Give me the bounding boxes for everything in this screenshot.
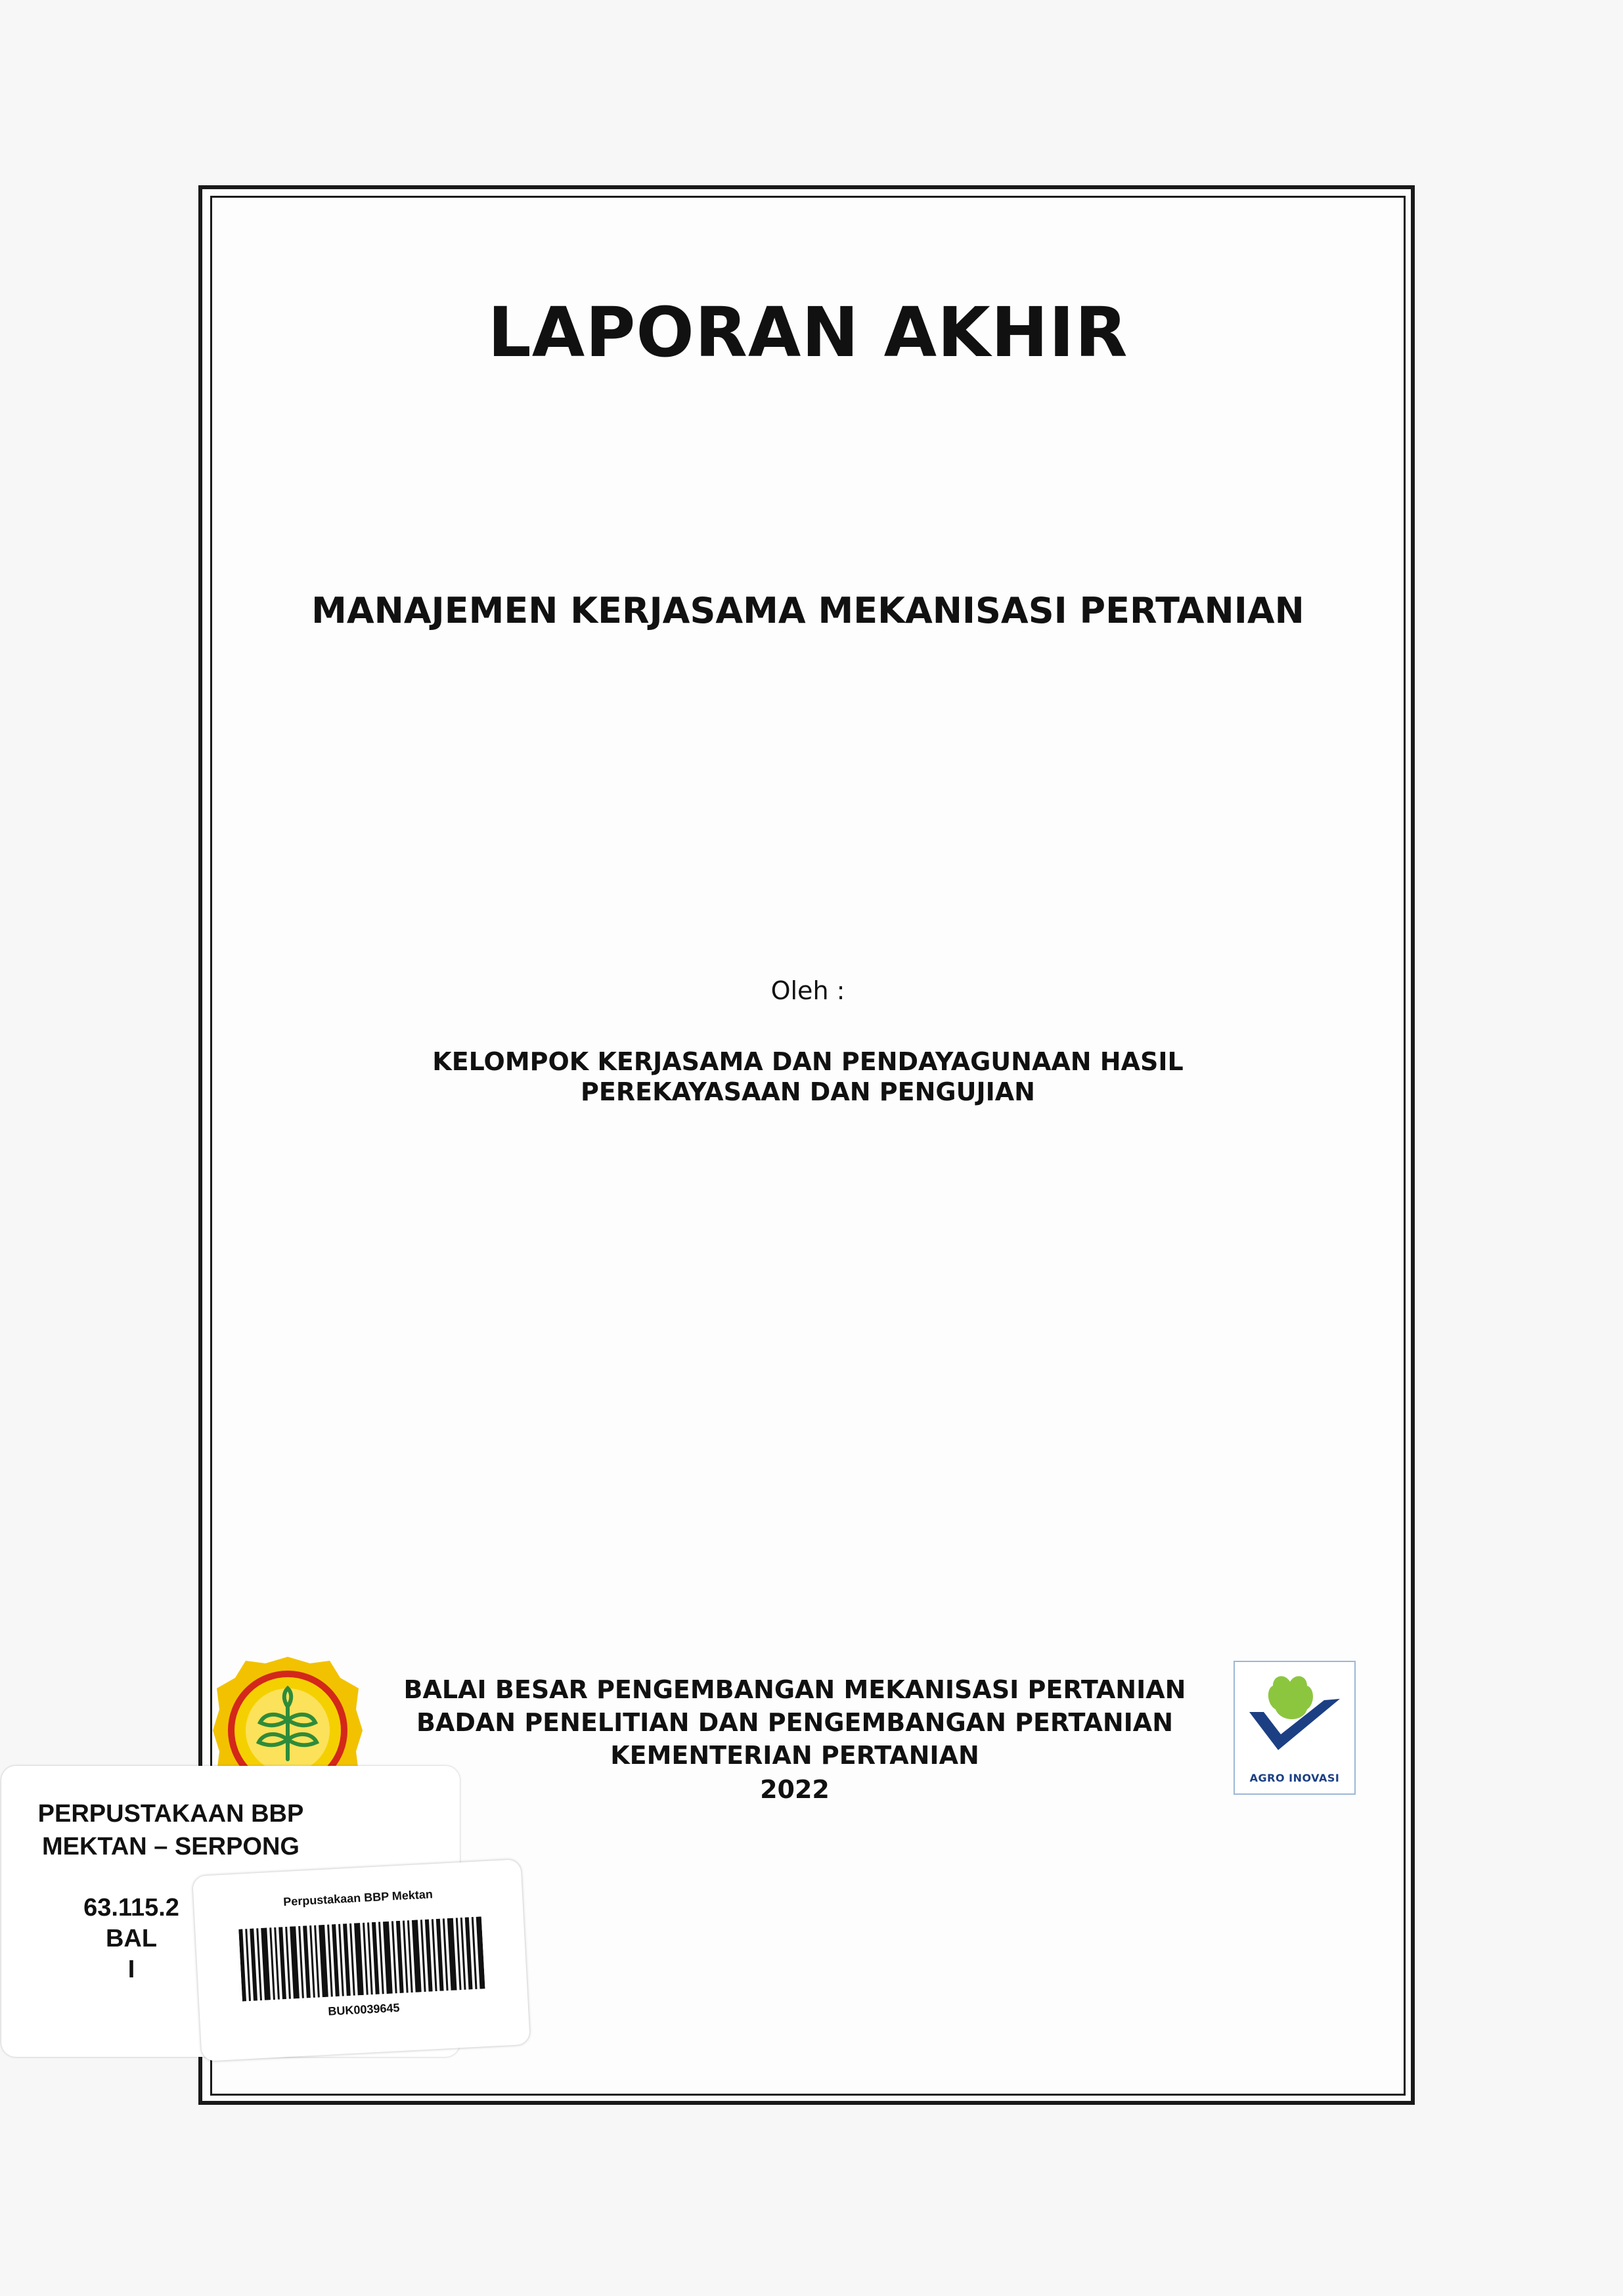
call-number-line: BAL: [105, 1925, 158, 1952]
report-title: LAPORAN AKHIR: [487, 292, 1128, 372]
agro-inovasi-label: AGRO INOVASI: [1249, 1772, 1340, 1784]
barcode-image: [238, 1916, 485, 2001]
library-location-line: MEKTAN – SERPONG: [41, 1833, 300, 1860]
author-line: PEREKAYASAAN DAN PENGUJIAN: [581, 1077, 1035, 1106]
institution-line: BADAN PENELITIAN DAN PENGEMBANGAN PERTANIAN: [416, 1708, 1174, 1737]
report-year: 2022: [760, 1775, 830, 1804]
by-label: Oleh :: [770, 976, 845, 1005]
agro-inovasi-logo: [1234, 1661, 1356, 1795]
call-number-line: 63.115.2: [83, 1894, 179, 1922]
call-number-line: I: [127, 1956, 135, 1983]
barcode-id: BUK0039645: [327, 2001, 400, 2018]
barcode-library-label: Perpustakaan BBP Mektan: [282, 1887, 434, 1909]
barcode-sticker: [192, 1859, 530, 2061]
author-line: KELOMPOK KERJASAMA DAN PENDAYAGUNAAN HASIL: [432, 1047, 1184, 1076]
report-subtitle: MANAJEMEN KERJASAMA MEKANISASI PERTANIAN: [311, 590, 1304, 631]
institution-line: BALAI BESAR PENGEMBANGAN MEKANISASI PERTANIAN: [403, 1675, 1186, 1704]
institution-line: KEMENTERIAN PERTANIAN: [610, 1741, 979, 1770]
library-name-line: PERPUSTAKAAN BBP: [37, 1800, 304, 1828]
